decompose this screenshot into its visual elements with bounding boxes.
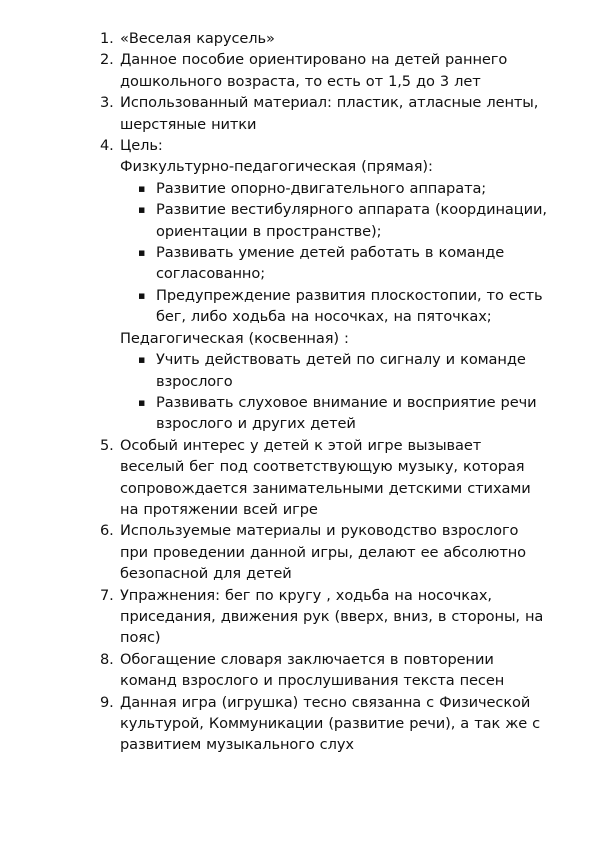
bullet-item — [138, 199, 550, 242]
list-item-text: Цель: — [120, 137, 163, 155]
bullet-item — [138, 392, 550, 435]
list-item-text: Обогащение словаря заключается в повторении команд взрослого и прослушивания текста песен — [120, 650, 505, 690]
bullet-text: Предупреждение развития плоскостопии, то есть бег, либо ходьба на носочках, на пяточках; — [156, 286, 543, 326]
list-number: 3. — [100, 94, 114, 112]
list-item-text: Данная игра (игрушка) тесно связанна с Физической культурой, Коммуникации (развитие речи), а так же с развитием музыкального слух — [120, 693, 541, 754]
document-body — [100, 28, 550, 756]
list-item-text: Используемые материалы и руководство взрослого при проведении данной игры, делают ее абсолютно безопасной для детей — [120, 522, 526, 583]
list-number: 8. — [100, 650, 114, 668]
bullet-text: Развивать умение детей работать в команде согласованно; — [156, 244, 505, 283]
list-number: 9. — [100, 693, 114, 711]
list-item-text: Упражнения: бег по кругу , ходьба на носочках, приседания, движения рук (вверх, вниз, в стороны, на пояс) — [120, 586, 544, 647]
goal-group-label: Физкультурно-педагогическая (прямая): — [120, 158, 433, 176]
bullet-item — [138, 178, 550, 199]
list-item-8 — [100, 649, 550, 692]
list-item-2 — [100, 49, 550, 92]
list-item-5 — [100, 435, 550, 521]
bullet-item — [138, 285, 550, 328]
bullet-item — [138, 349, 550, 392]
list-item-1 — [100, 28, 550, 49]
list-item-text: Использованный материал: пластик, атласные ленты, шерстяные нитки — [120, 94, 539, 133]
bullet-text: Развитие вестибулярного аппарата (координации, ориентации в пространстве); — [156, 201, 547, 240]
list-item-3 — [100, 92, 550, 135]
bullet-list — [120, 178, 550, 328]
goal-group-label: Педагогическая (косвенная) : — [120, 329, 349, 347]
bullet-item — [138, 242, 550, 285]
list-item-6 — [100, 520, 550, 584]
list-item-9 — [100, 692, 550, 756]
list-item-7 — [100, 585, 550, 649]
list-number: 6. — [100, 522, 114, 540]
list-number: 1. — [100, 30, 114, 47]
list-item-text: «Веселая карусель» — [120, 30, 275, 47]
bullet-text: Учить действовать детей по сигналу и команде взрослого — [156, 351, 526, 390]
list-number: 2. — [100, 51, 114, 69]
bullet-text: Развитие опорно-двигательного аппарата; — [156, 179, 487, 197]
bullet-list — [120, 349, 550, 435]
bullet-icon: ▪ — [138, 353, 146, 367]
bullet-icon: ▪ — [138, 246, 146, 260]
bullet-icon: ▪ — [138, 288, 146, 302]
bullet-icon: ▪ — [138, 203, 146, 217]
bullet-icon: ▪ — [138, 181, 146, 195]
list-item-text: Данное пособие ориентировано на детей раннего дошкольного возраста, то есть от 1,5 до 3 лет — [120, 51, 508, 90]
bullet-text: Развивать слуховое внимание и восприятие речи взрослого и других детей — [156, 393, 537, 433]
list-item-4 — [100, 135, 550, 435]
list-number: 7. — [100, 586, 114, 604]
list-number: 5. — [100, 436, 114, 454]
list-item-text: Особый интерес у детей к этой игре вызывает веселый бег под соответствующую музыку, которая сопровождается занимательными детскими стихами на протяжении всей игре — [120, 436, 531, 518]
bullet-icon: ▪ — [138, 395, 146, 409]
list-number: 4. — [100, 137, 114, 155]
